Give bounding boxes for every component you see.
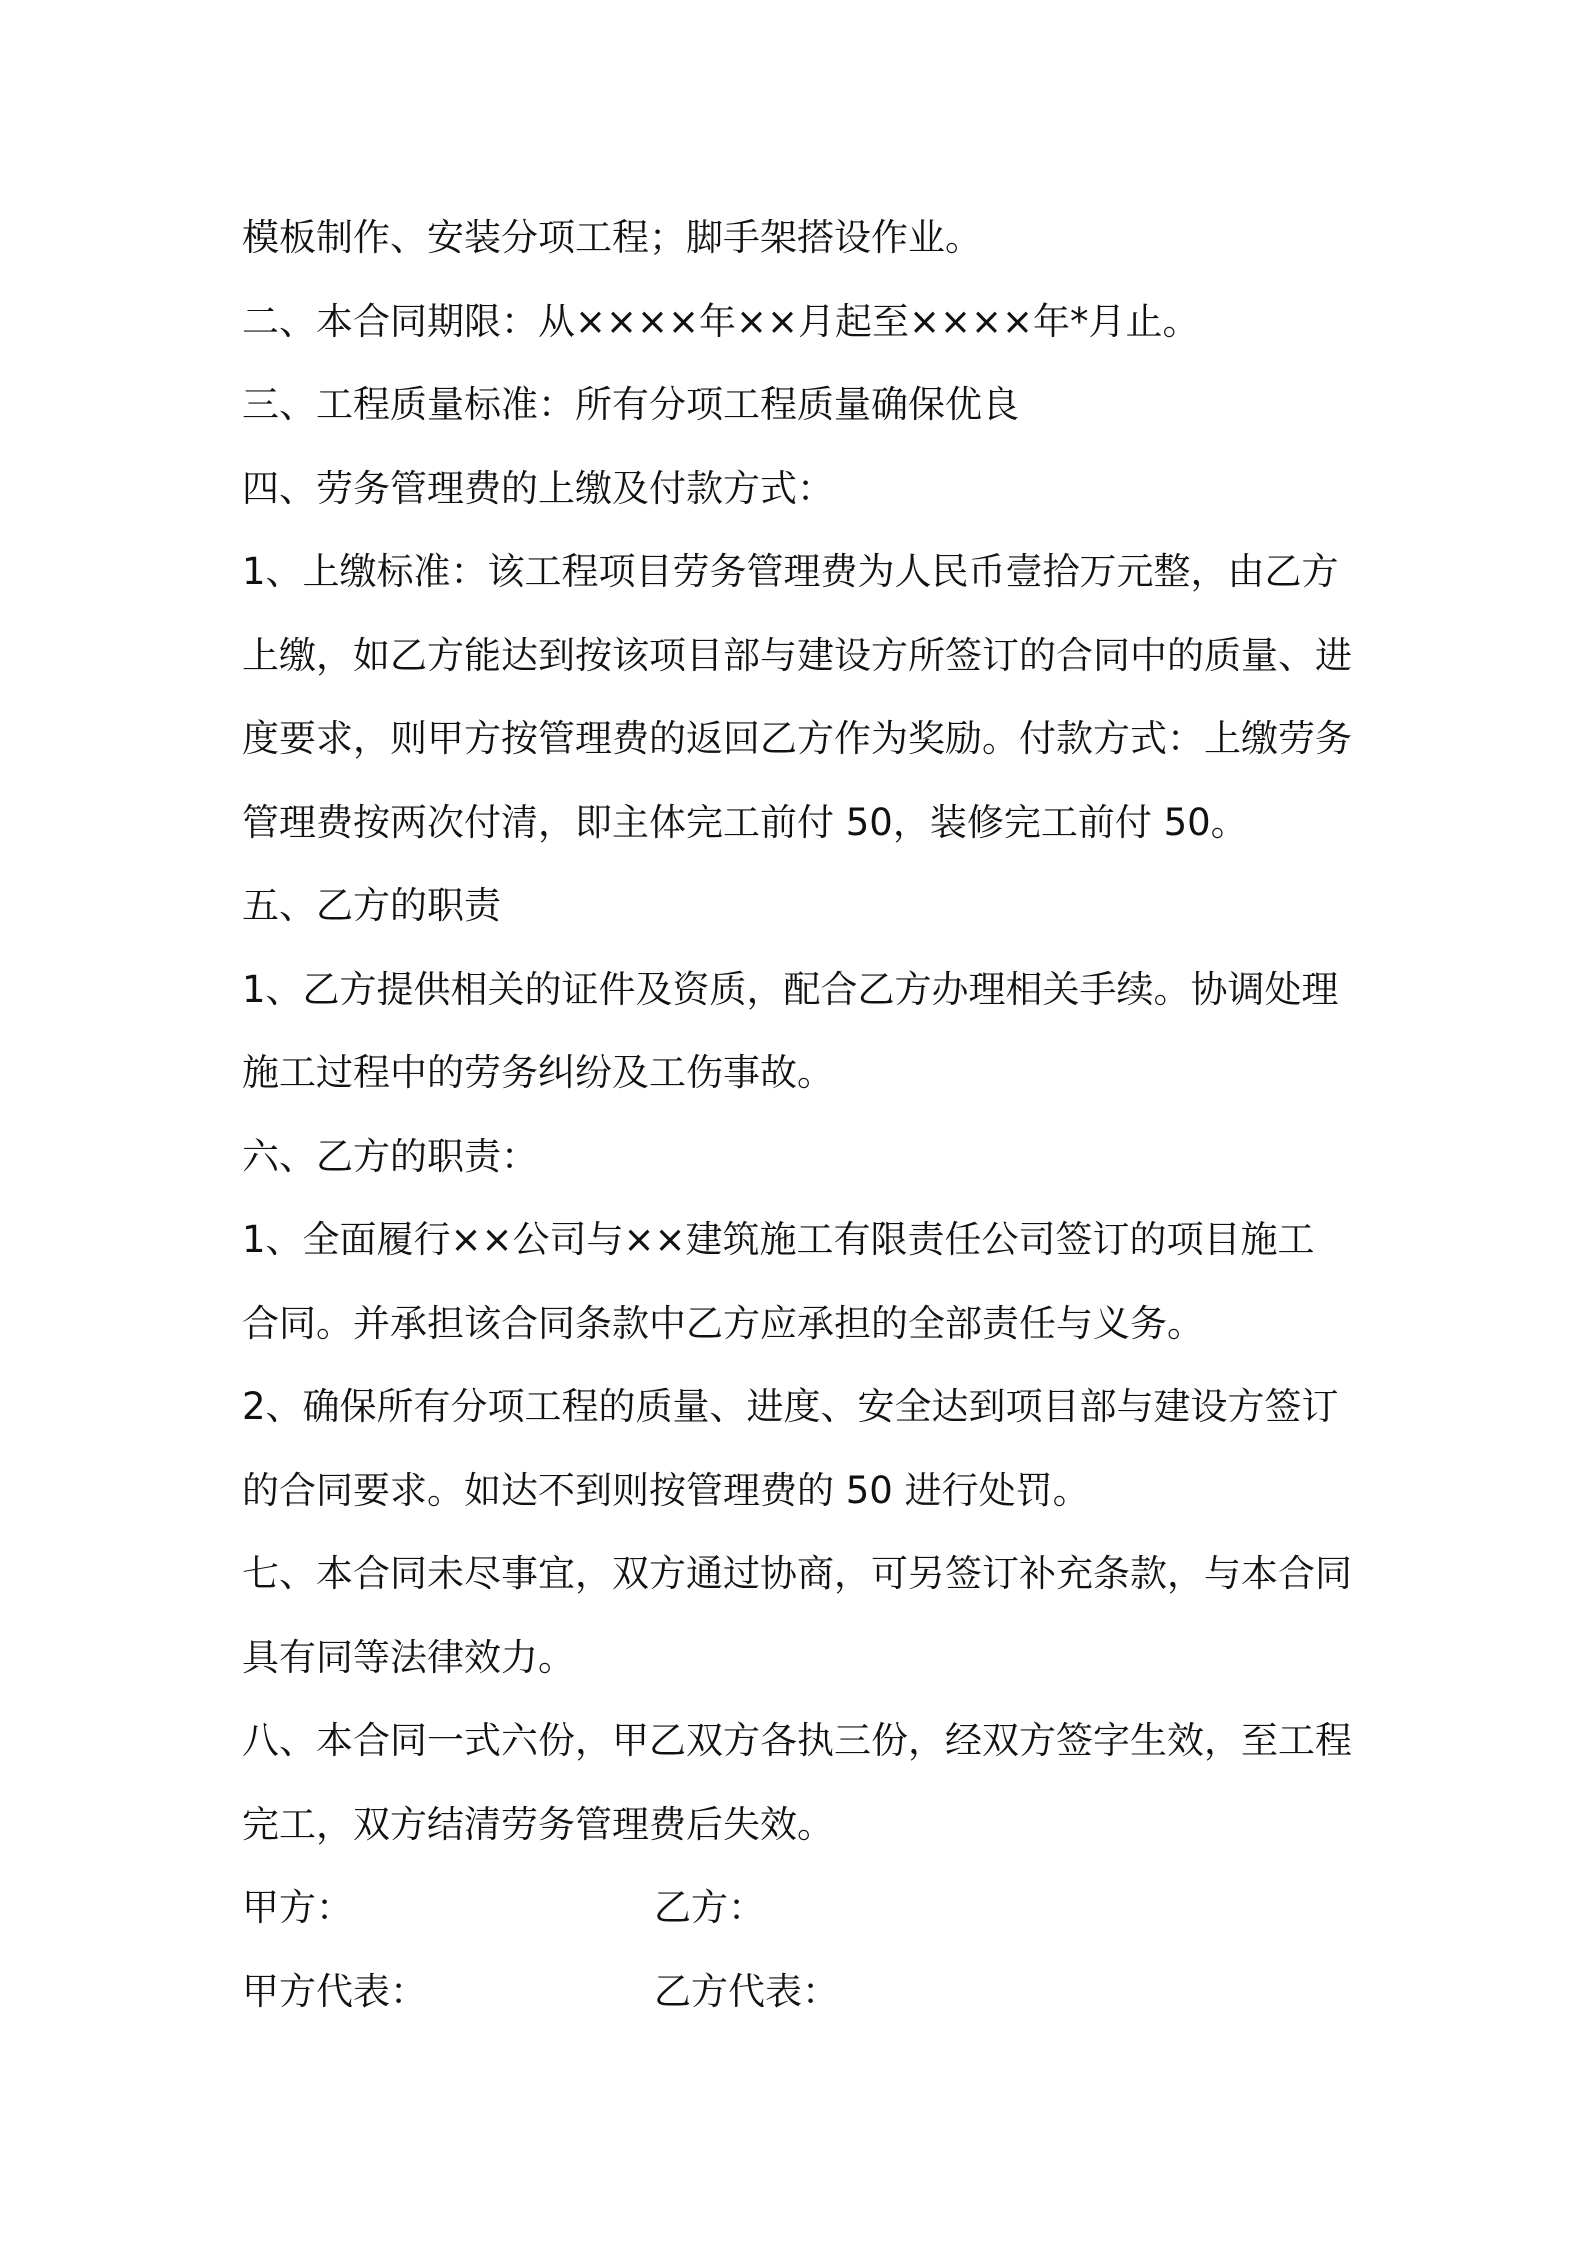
contract-line: 度要求，则甲方按管理费的返回乙方作为奖励。付款方式：上缴劳务 [242, 717, 1352, 760]
party-b-representative-label: 乙方代表： [654, 1969, 839, 2013]
party-b-label: 乙方： [654, 1886, 765, 1929]
contract-line: 2、确保所有分项工程的质量、进度、安全达到项目部与建设方签订 [242, 1385, 1339, 1428]
contract-body [242, 196, 1362, 2033]
party-a-representative-label: 甲方代表： [242, 1969, 427, 2013]
fee-payment-heading: 四、劳务管理费的上缴及付款方式： [242, 466, 834, 510]
contract-line: 上缴，如乙方能达到按该项目部与建设方所签订的合同中的质量、进 [242, 633, 1352, 677]
signature-row-representatives [242, 1950, 1362, 2034]
contract-term-clause: 二、本合同期限：从××××年××月起至××××年*月止。 [242, 299, 1200, 343]
quality-standard-clause: 三、工程质量标准：所有分项工程质量确保优良 [242, 383, 1019, 426]
contract-line: 合同。并承担该合同条款中乙方应承担的全部责任与义务。 [242, 1301, 1204, 1345]
contract-line: 模板制作、安装分项工程；脚手架搭设作业。 [242, 216, 982, 259]
contract-line: 八、本合同一式六份，甲乙双方各执三份，经双方签字生效，至工程 [242, 1719, 1352, 1762]
party-a-label: 甲方： [242, 1886, 353, 1929]
contract-line: 管理费按两次付清，即主体完工前付 50，装修完工前付 50。 [242, 800, 1248, 844]
contract-line: 1、上缴标准：该工程项目劳务管理费为人民币壹拾万元整，由乙方 [242, 550, 1339, 593]
party-b-duties-heading: 五、乙方的职责 [242, 884, 501, 927]
contract-line: 完工，双方结清劳务管理费后失效。 [242, 1802, 834, 1846]
contract-line: 的合同要求。如达不到则按管理费的 50 进行处罚。 [242, 1468, 1090, 1512]
contract-line: 施工过程中的劳务纠纷及工伤事故。 [242, 1051, 834, 1094]
signature-row-parties [242, 1866, 1362, 1950]
contract-line: 1、乙方提供相关的证件及资质，配合乙方办理相关手续。协调处理 [242, 967, 1339, 1011]
contract-line: 七、本合同未尽事宜，双方通过协商，可另签订补充条款，与本合同 [242, 1552, 1352, 1595]
contract-line: 1、全面履行××公司与××建筑施工有限责任公司签订的项目施工 [242, 1218, 1315, 1261]
party-b-duties-heading-2: 六、乙方的职责： [242, 1134, 538, 1178]
contract-line: 具有同等法律效力。 [242, 1635, 575, 1679]
